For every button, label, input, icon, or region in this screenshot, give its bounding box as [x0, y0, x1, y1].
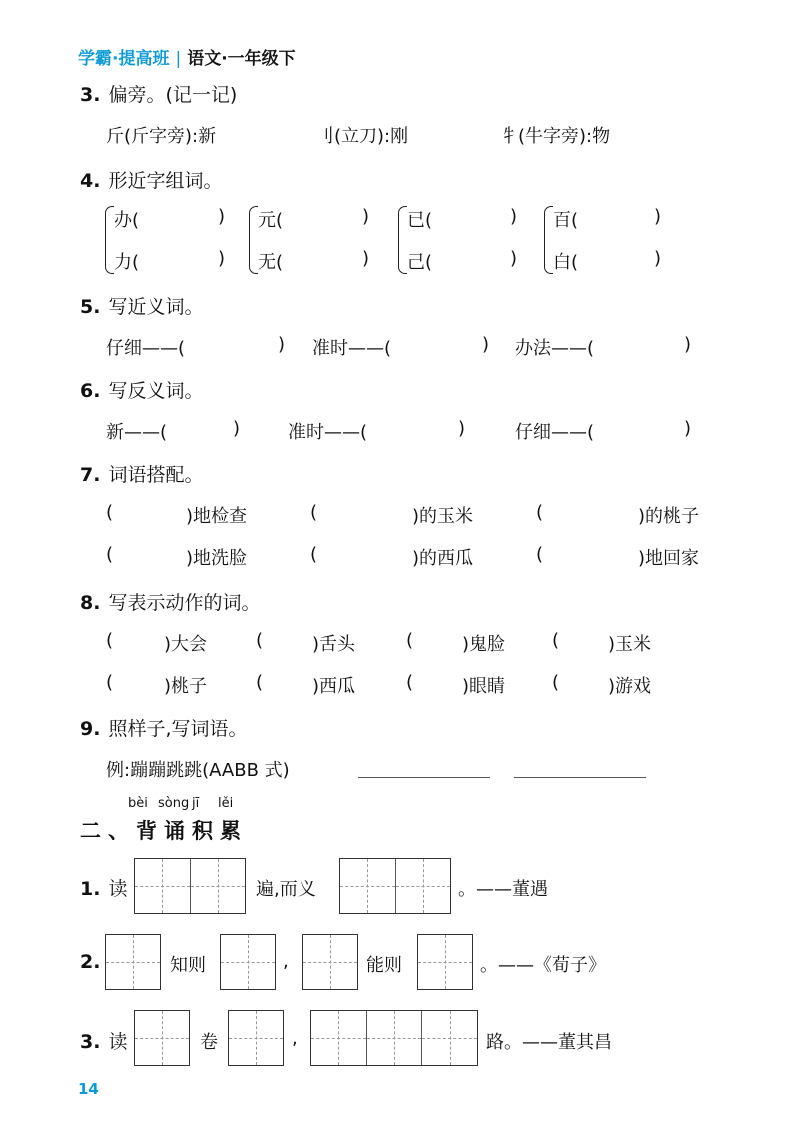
q7-r2-phrase-2: )的西瓜	[412, 548, 474, 569]
q4-pair2-word2: 无(	[258, 252, 284, 273]
recite1-text-1: 读	[108, 878, 128, 900]
brand-title: 学霸·提高班	[78, 49, 170, 69]
writing-cell[interactable]	[135, 859, 190, 913]
recite1-text-3: 。——董遇	[458, 879, 548, 900]
writing-grid-box[interactable]	[339, 858, 451, 914]
q6-item-1: 新——(	[106, 422, 168, 443]
q4-pair1-word2: 力(	[114, 252, 140, 273]
q7-r1-open-3: (	[536, 502, 544, 523]
q5-close-1: )	[278, 334, 286, 355]
q7-r1-open-1: (	[106, 502, 114, 523]
q6-close-3: )	[684, 418, 692, 439]
page-number: 14	[78, 1080, 99, 1098]
writing-cell[interactable]	[418, 935, 472, 989]
q9-number: 9.	[80, 718, 101, 740]
q8-r2-open-4: (	[552, 672, 560, 693]
q7-r2-open-1: (	[106, 544, 114, 565]
writing-cell[interactable]	[106, 935, 160, 989]
q9-example: 例:蹦蹦跳跳(AABB 式)	[106, 760, 290, 781]
recite2-text-2: ,	[283, 951, 289, 972]
q7-title: 词语搭配。	[108, 464, 204, 486]
recite3-text-4: 路。——董其昌	[486, 1032, 612, 1053]
writing-cell[interactable]	[395, 859, 451, 913]
q4-number: 4.	[80, 170, 101, 192]
brace	[249, 206, 258, 274]
writing-grid-box[interactable]	[228, 1010, 284, 1066]
recite2-text-3: 能则	[366, 955, 402, 976]
q8-r2-word-3: )眼睛	[462, 676, 506, 697]
recite2-text-4: 。——《荀子》	[480, 955, 606, 976]
writing-grid-box[interactable]	[302, 934, 358, 990]
q8-r1-word-1: )大会	[164, 634, 208, 655]
header-subject: 语文·一年级下	[187, 49, 296, 69]
q3-number: 3.	[80, 84, 101, 106]
q5-number: 5.	[80, 296, 101, 318]
q4-pair4-word1: 百(	[553, 210, 579, 231]
q8-r1-word-2: )舌头	[312, 634, 356, 655]
q4-pair2-close2: )	[362, 248, 370, 269]
recite2-text-1: 知则	[170, 955, 206, 976]
q6-close-2: )	[458, 418, 466, 439]
q8-r2-word-4: )游戏	[608, 676, 652, 697]
q5-item-3: 办法——(	[515, 338, 595, 359]
q3-item-2: 刂(立刀):刚	[316, 126, 409, 147]
pinyin-song: sòng	[158, 796, 190, 811]
brace	[544, 206, 553, 274]
q8-r2-open-3: (	[406, 672, 414, 693]
answer-line-2[interactable]	[514, 777, 646, 778]
recite2-number: 2.	[80, 951, 101, 973]
pinyin-ji: jī	[192, 796, 200, 811]
writing-grid-box[interactable]	[105, 934, 161, 990]
q4-pair4-close2: )	[654, 248, 662, 269]
q4-pair4-word2: 白(	[553, 252, 579, 273]
q3-item-1: 斤(斤字旁):新	[106, 126, 217, 147]
q8-r2-open-2: (	[256, 672, 264, 693]
section-title: 二、背诵积累	[80, 819, 248, 843]
q6-number: 6.	[80, 380, 101, 402]
q7-heading	[80, 460, 203, 487]
q7-r2-phrase-3: )地回家	[638, 548, 700, 569]
q8-r1-open-4: (	[552, 630, 560, 651]
q4-pair3-word1: 已(	[407, 210, 433, 231]
q4-pair2-word1: 元(	[258, 210, 284, 231]
q8-r1-open-2: (	[256, 630, 264, 651]
q8-r2-word-2: )西瓜	[312, 676, 356, 697]
q4-title: 形近字组词。	[108, 170, 223, 192]
q4-pair2-close1: )	[362, 206, 370, 227]
q7-r1-phrase-2: )的玉米	[412, 506, 474, 527]
writing-cell[interactable]	[221, 935, 275, 989]
writing-cell[interactable]	[229, 1011, 283, 1065]
q8-r2-word-1: )桃子	[164, 676, 208, 697]
q6-item-2: 准时——(	[288, 422, 368, 443]
q3-heading	[80, 80, 237, 107]
q9-title: 照样子,写词语。	[108, 718, 248, 740]
recite3-number: 3.	[80, 1031, 101, 1053]
writing-cell[interactable]	[311, 1011, 366, 1065]
q7-r2-open-3: (	[536, 544, 544, 565]
q3-title: 偏旁。(记一记)	[108, 84, 238, 106]
q4-pair4-close1: )	[654, 206, 662, 227]
q4-pair1-word1: 办(	[114, 210, 140, 231]
recite1-heading	[80, 874, 127, 901]
pinyin-bei: bèi	[128, 796, 148, 811]
writing-cell[interactable]	[340, 859, 395, 913]
writing-grid-box[interactable]	[220, 934, 276, 990]
q8-number: 8.	[80, 592, 101, 614]
recite1-text-2: 遍,而义	[256, 879, 316, 900]
recite3-text-3: ,	[292, 1028, 298, 1049]
q8-title: 写表示动作的词。	[108, 592, 261, 614]
q4-pair1-close1: )	[218, 206, 226, 227]
recite3-heading	[80, 1027, 127, 1054]
recite1-number: 1.	[80, 878, 101, 900]
q5-item-2: 准时——(	[312, 338, 392, 359]
writing-grid-box[interactable]	[134, 858, 246, 914]
q5-close-2: )	[482, 334, 490, 355]
writing-cell[interactable]	[135, 1011, 189, 1065]
pinyin-lei: lěi	[218, 796, 234, 811]
q4-pair3-close1: )	[510, 206, 518, 227]
recite3-text-2: 卷	[200, 1032, 218, 1053]
q8-r1-open-1: (	[106, 630, 114, 651]
q3-item-3: 牜(牛字旁):物	[500, 126, 611, 147]
writing-grid-box[interactable]	[417, 934, 473, 990]
q7-r1-open-2: (	[310, 502, 318, 523]
q8-r1-word-4: )玉米	[608, 634, 652, 655]
writing-cell[interactable]	[303, 935, 357, 989]
q5-title: 写近义词。	[108, 296, 204, 318]
q4-pair3-close2: )	[510, 248, 518, 269]
q6-title: 写反义词。	[108, 380, 204, 402]
brace	[398, 206, 407, 274]
writing-grid-box[interactable]	[310, 1010, 478, 1066]
brace	[105, 206, 114, 274]
q7-r2-phrase-1: )地洗脸	[186, 548, 248, 569]
q6-heading	[80, 376, 203, 403]
q8-r1-open-3: (	[406, 630, 414, 651]
q9-heading	[80, 714, 248, 741]
q4-pair3-word2: 己(	[407, 252, 433, 273]
q5-close-3: )	[684, 334, 692, 355]
q8-r2-open-1: (	[106, 672, 114, 693]
q4-pair1-close2: )	[218, 248, 226, 269]
q5-heading	[80, 292, 203, 319]
writing-cell[interactable]	[190, 859, 246, 913]
q6-close-1: )	[233, 418, 241, 439]
q8-heading	[80, 588, 260, 615]
page-header	[78, 44, 296, 69]
q7-r1-phrase-3: )的桃子	[638, 506, 700, 527]
q6-item-3: 仔细——(	[515, 422, 595, 443]
q7-number: 7.	[80, 464, 101, 486]
q8-r1-word-3: )鬼脸	[462, 634, 506, 655]
writing-cell[interactable]	[421, 1011, 477, 1065]
q4-heading	[80, 166, 222, 193]
recite3-text-1: 读	[108, 1031, 128, 1053]
answer-line-1[interactable]	[358, 777, 490, 778]
writing-grid-box[interactable]	[134, 1010, 190, 1066]
writing-cell[interactable]	[366, 1011, 422, 1065]
header-separator: |	[175, 49, 182, 69]
q5-item-1: 仔细——(	[106, 338, 186, 359]
q7-r1-phrase-1: )地检查	[186, 506, 248, 527]
q7-r2-open-2: (	[310, 544, 318, 565]
